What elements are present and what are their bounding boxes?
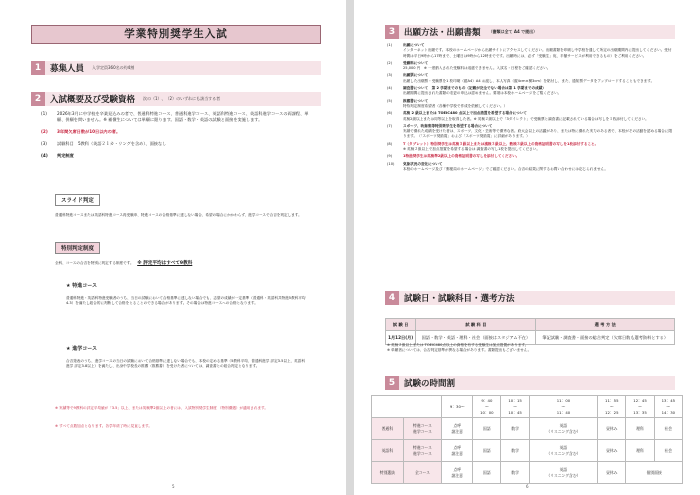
slot-cell: 社会 <box>654 418 682 440</box>
section-number: 4 <box>385 291 399 305</box>
page-number: 6 <box>526 484 529 489</box>
exam-table <box>385 318 675 345</box>
section-aux: 入学定員360名の約4割 <box>92 65 135 70</box>
slot-cell: 国語 <box>473 440 501 462</box>
section-label: 出願方法・出願書類 <box>404 28 481 38</box>
list-item: (4) 調査書について 第 2 学期までのもの（記載が完全でない場合は第 1 学期までの成績） 出願期間に提出された書類の変更の申込は認めません。要項は本校ホームページをご覧ください。 <box>387 86 562 96</box>
exam-note: ※ 英検２級以上または TOEIC480点以上の資格を有する受験生は加点措置があります。 <box>387 343 529 347</box>
group-cell: 特別選抜 <box>372 462 404 484</box>
slot-cell: 社会 <box>654 440 682 462</box>
course-cell: 全コース <box>403 462 442 484</box>
timetable-row <box>372 418 683 440</box>
timetable-header-row <box>372 396 683 418</box>
slot-cell: 理科 <box>626 418 654 440</box>
slot-cell: 英語 （リスニング含む） <box>529 418 597 440</box>
right-page <box>354 0 700 495</box>
section-number: 3 <box>385 25 399 39</box>
exam-notes <box>387 343 675 354</box>
section-aux: 次の（1）、（2）のいずれにも該当する者 <box>143 96 221 101</box>
slide-judgement-label: スライド判定 <box>55 194 100 206</box>
tokushin-heading: ★ 特進コース <box>66 283 97 289</box>
note-1: ※ 実績等で9教科の評定平均値が「3.5」以上、または英検準2級以上の者には、入試特別奨学生制度 （特別優遇）が適用されます。 <box>55 406 268 410</box>
section-number: 5 <box>385 376 399 390</box>
slide-judgement-text: 普通科特進コースまたは英語科特進コース再受験申、特進コースの合格基準に達しない場合、希望の場合にかかわらず、進学コースで合否を判定します。 <box>55 213 302 217</box>
slot-cell: 個別面接 <box>626 462 683 484</box>
slot-cell: 昼休み <box>598 462 626 484</box>
section-4-header <box>385 291 675 305</box>
section-aux: （書類は全て A4 で提出） <box>488 29 538 34</box>
time-cell: 12：45 〜 13：35 <box>626 396 654 418</box>
course-cell: 特進コース 進学コース <box>403 440 442 462</box>
slot-cell: 昼休み <box>598 440 626 462</box>
slot-cell: 点呼 諸注意 <box>442 440 473 462</box>
table-header: 試 験 科 目 <box>416 319 536 331</box>
section-5-header <box>385 376 675 390</box>
section-label: 入試概要及び受験資格 <box>50 95 136 105</box>
left-page <box>0 0 346 495</box>
shingaku-heading: ★ 進学コース <box>66 346 97 352</box>
section-label: 試験の時間割 <box>404 379 456 389</box>
slot-cell: 理科 <box>626 440 654 462</box>
section-label: 試験日・試験科目・選考方法 <box>404 294 515 304</box>
section-2-items <box>41 111 316 159</box>
slot-cell: 数学 <box>501 418 529 440</box>
section-3-header <box>385 25 675 39</box>
section-3-items <box>387 43 675 172</box>
slot-cell: 点呼 諸注意 <box>442 462 473 484</box>
note-2: ※ すべて点数加点となります。各学年終了時に見直します。 <box>55 424 152 428</box>
slot-cell: 英語 （リスニング含む） <box>529 440 597 462</box>
list-item: (1) 2026年3月に中学校を卒業見込みの者で、普通科特進コース、普通科進学コース、英語科特進コース、英語科進学コースの両課程、単願、併願を問いません。※ 補償生については単願に限ります。国語・数学・英語の試験と面接を実施します。 <box>41 111 309 122</box>
list-item: (3) 試験科目 5教科（英語２１カ・リングを含め）、面接なし <box>41 141 167 146</box>
list-item: (7) スポーツ、吹奏楽等特別奨学生を希望する場合について 実績で優れた成績を受けた者は、スポーツ、文化・芸術等で優秀な者。府大会以上の活躍があり、または特に優れた実力のある者で、本校がその活動を認める場合に限ります。（「スポーツ奨励賞」および「スポーツ奨励賞」に詳細があります。） <box>387 123 673 139</box>
page-number: 5 <box>172 484 175 489</box>
list-item: (9) 1特進奨学生は英検準2級以上の資格証明書の写しを添付してください。 <box>387 154 520 159</box>
table-header-row <box>386 319 675 331</box>
timetable-row <box>372 440 683 462</box>
list-item: (5) 推薦書について 特待判定制度希望者（各種中学校で作成を依頼してください。） <box>387 98 508 108</box>
list-item: (2) 受験料について 25,000 円 ※ 一度納入された受験料は返還できません。入試名・日程をご確認ください。 <box>387 60 551 71</box>
list-item: (1) 出願について インターネット出願です。本校のホームページから出願サイトにアクセスしてください。出願書類を印刷し中学校を通して所定の出願期間内に提出してください。受付時間は平日9時から17時まで、土曜日は9時から12時までです。出願時には、必ず「受験生」宛、半額サービスが利用できるもの）をご利用ください。 <box>387 43 672 58</box>
shingaku-text: 合否発表のうち、進学コースの当日の試験において合格基準に達しない場合でも、本校の定める基準（5教科平均、普通科進学 評定3.5以上、英語科進学 評定3.8以上）を満たし、出身中学校長の推薦（推薦書）を受けた者については、調査書との総合判定となります。 <box>66 359 305 369</box>
list-item: (8) T（タブレット）特別奨学生は英検３級以上または漢検３級以上、数検３級以上の資格証明書の写しを1枚添付すること。 ※ 英検２級以上で加点措置を希望する場合は 調査書の写し1枚を提出してください。 <box>387 141 599 152</box>
timetable <box>371 395 683 484</box>
slot-cell: 国語 <box>473 418 501 440</box>
group-cell: 普通科 <box>372 418 404 440</box>
list-item: (4) 判定制度 <box>41 153 74 158</box>
course-cell: 特進コース 進学コース <box>403 418 442 440</box>
slot-cell: 数学 <box>501 462 529 484</box>
list-item: (3) 出願票について 出願した出願票・受験票を1 枚印刷（縦A4）A4 お渡し、本人写真（縦4cm×横3cm）を貼付し、また、通知票データをアップロードすることもできます。 <box>387 73 655 83</box>
slot-cell: 昼休み <box>598 418 626 440</box>
slot-cell: 英語 （リスニング含む） <box>529 462 597 484</box>
corner-cell <box>372 396 442 418</box>
special-judgement-text: 全科、コースの合否を特別に判定する制度です。 ※ 評定平均はすべて9教科 <box>55 261 193 266</box>
list-item: (2) 3年間欠席日数が10日以内の者。 <box>41 129 121 134</box>
section-number: 2 <box>31 92 45 106</box>
tokushin-text: 普通科特進・英語科特進受験者のうち、当日の試験において合格基準に達しない場合でも、志望の成績が一定基準（普通科・英語科共特進5教科平均4.3）を満たし総合的に判断して合格をとることのできる場合があります。その場合は特進コースへの合格となります。 <box>66 296 306 306</box>
table-header: 選 考 方 法 <box>536 319 675 331</box>
time-cell: 9：40 〜 10：00 <box>473 396 501 418</box>
group-cell: 英語科 <box>372 440 404 462</box>
section-2-header <box>31 92 321 106</box>
time-cell: 11：00 〜 11：40 <box>529 396 597 418</box>
slot-cell: 点呼 諸注意 <box>442 418 473 440</box>
section-number: 1 <box>31 61 45 75</box>
time-cell: 11：55 〜 12：25 <box>598 396 626 418</box>
table-cell: 筆記試験・調査書・面接の総合判定（欠席日数も選考資料とする） <box>536 331 675 345</box>
section-label: 募集人員 <box>50 64 85 74</box>
timetable-row <box>372 462 683 484</box>
special-judgement-note: ※ 評定平均はすべて9教科 <box>137 261 193 266</box>
table-header: 試 験 日 <box>386 319 416 331</box>
slot-cell: 数学 <box>501 440 529 462</box>
table-cell: 1月12日(月) <box>386 331 416 345</box>
time-cell: 9：30〜 <box>442 396 473 418</box>
slot-cell: 国語 <box>473 462 501 484</box>
list-item: (6) 英検 2 級以上または TOEIC480 点以上で加点措置を希望する場合について 英検2級以上または同等以上を取得した者。※ 英検２級以上で「3ダイレクト」で受験票と調査書に記載されている場合は写しを１枚添付してください。 <box>387 111 649 121</box>
list-item: (10) 気象状況の変化について 本校のホームページ及び「郵便局のホームページ」でご確認ください。合否の結果に関するお問い合わせには応じられません。 <box>387 161 608 171</box>
page-title: 学業特別奨学生入試 <box>31 25 321 44</box>
time-cell: 10：15 〜 10：45 <box>501 396 529 418</box>
exam-note: ※ 単願者については、合否判定基準が異なる場合があります。書類提出もございません。 <box>387 348 532 353</box>
time-cell: 13：45 〜 14：30 <box>654 396 682 418</box>
section-1-header <box>31 61 321 75</box>
special-judgement-label: 特別判定制度 <box>55 242 100 254</box>
table-cell: 国語・数学・英語・理科・社会（面接はスタジアム不在） <box>416 331 536 345</box>
